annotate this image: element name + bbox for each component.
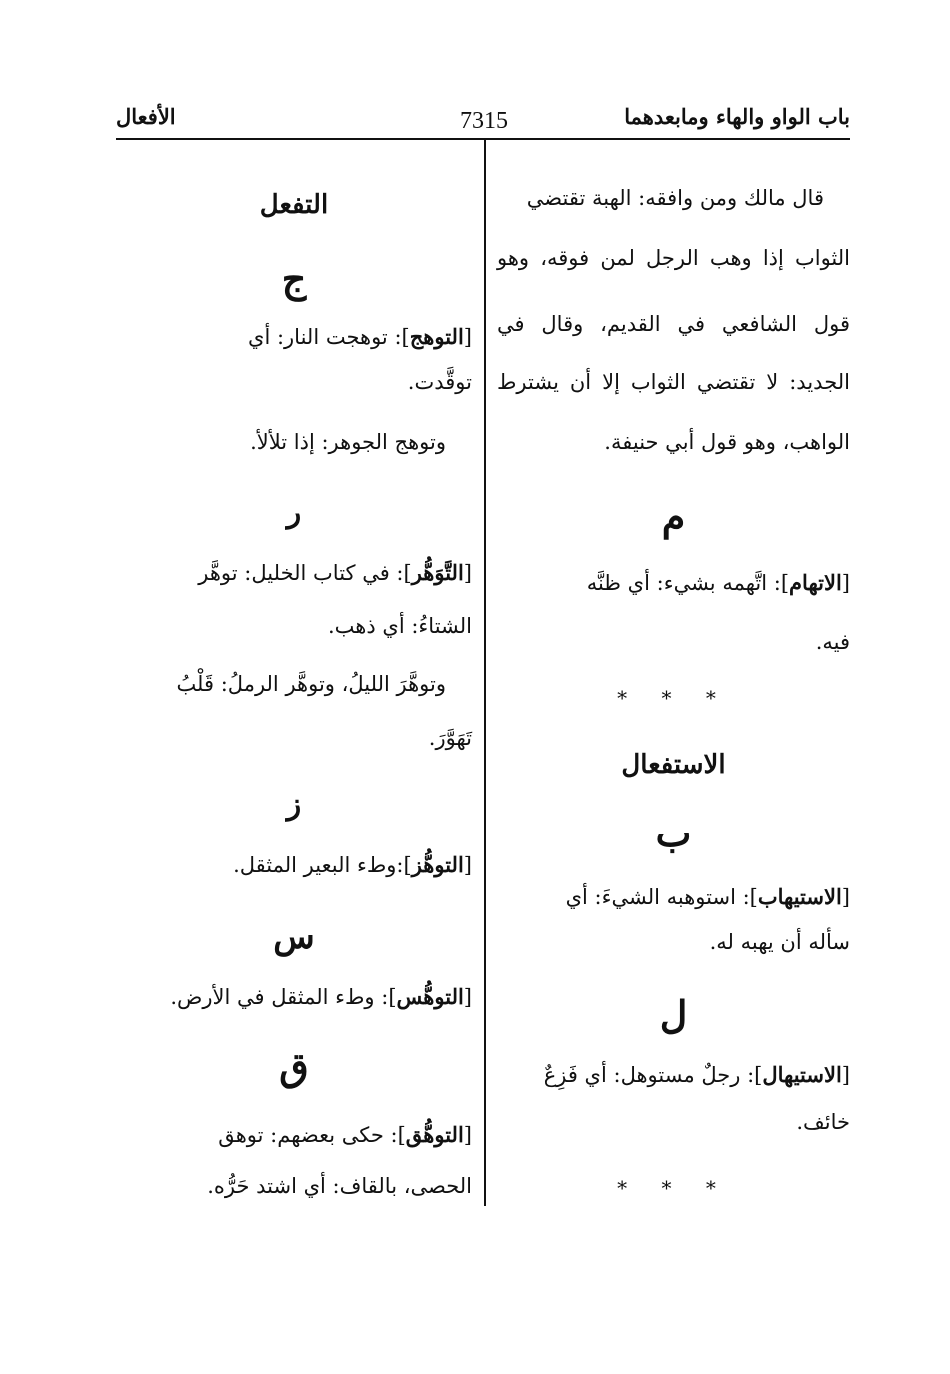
entry-line: [الاستيهاب]: استوهبه الشيءَ: أي xyxy=(565,884,850,909)
entry-headword: التوهُّز xyxy=(411,852,464,877)
text-line: تَهَوَّرَ. xyxy=(428,726,472,750)
running-header-chapter: باب الواو والهاء ومابعدهما xyxy=(624,104,850,129)
text-line: فيه. xyxy=(815,630,850,654)
page-number: 7315 xyxy=(460,108,508,134)
entry-line: [التَّوَهُّر]: في كتاب الخليل: توهَّر xyxy=(198,560,472,585)
letter-heading-j: ج xyxy=(281,256,307,301)
entry-line: [التوهُّس]: وطء المثقل في الأرض. xyxy=(170,984,472,1009)
text-line: خائف. xyxy=(796,1110,850,1134)
entry-text: : اتَّهمه بشيء: أي ظنَّه xyxy=(586,571,781,595)
entry-headword: الاتهام xyxy=(789,570,842,595)
column-divider xyxy=(484,140,486,1206)
text-line: سأله أن يهبه له. xyxy=(709,930,850,954)
entry-text: : وطء المثقل في الأرض. xyxy=(170,985,389,1009)
entry-headword: التَّوَهُّر xyxy=(411,560,464,585)
letter-heading-m: م xyxy=(661,494,686,539)
letter-heading-l: ل xyxy=(659,992,688,1037)
entry-text: : رجلٌ مستوهل: أي فَزِعٌ xyxy=(543,1063,755,1087)
section-heading: الاستفعال xyxy=(621,750,726,780)
text-line: توقَّدت. xyxy=(407,370,472,394)
entry-line: [الاستيهال]: رجلٌ مستوهل: أي فَزِعٌ xyxy=(543,1062,850,1087)
text-line: وتوهج الجوهر: إذا تلألأ. xyxy=(250,430,446,454)
entry-line: [التوهُّز]:وطء البعير المثقل. xyxy=(233,852,472,877)
entry-headword: الاستيهال xyxy=(762,1062,842,1087)
entry-line: [الاتهام]: اتَّهمه بشيء: أي ظنَّه xyxy=(586,570,850,595)
section-heading: التفعل xyxy=(259,190,329,220)
letter-heading-z: ز xyxy=(286,787,302,822)
text-line: وتوهَّرَ الليلُ، وتوهَّر الرملُ: قَلْبُ xyxy=(176,672,446,696)
text-line: قول الشافعي في القديم، وقال في xyxy=(497,312,850,336)
entry-headword: التوهُّق xyxy=(405,1122,464,1147)
entry-headword: التوهُّس xyxy=(396,984,464,1009)
letter-heading-b: ب xyxy=(655,810,692,855)
text-line: الحصى، بالقاف: أي اشتد حَرُّه. xyxy=(207,1174,472,1198)
entry-line: [التوهُّق]: حكى بعضهم: توهق xyxy=(218,1122,472,1147)
entry-text: : حكى بعضهم: توهق xyxy=(218,1123,398,1147)
letter-heading-s: س xyxy=(273,917,315,957)
running-header-section: الأفعال xyxy=(116,104,176,129)
entry-headword: الاستيهاب xyxy=(757,884,842,909)
section-separator: * * * xyxy=(617,1176,730,1200)
text-line: الجديد: لا تقتضي الثواب إلا أن يشترط xyxy=(497,370,850,394)
letter-heading-q: ق xyxy=(279,1044,309,1089)
entry-text: : استوهبه الشيءَ: أي xyxy=(565,885,750,909)
entry-text: : في كتاب الخليل: توهَّر xyxy=(198,561,404,585)
entry-headword: التوهج xyxy=(409,324,464,349)
header-rule xyxy=(116,138,850,140)
entry-text: : توهجت النار: أي xyxy=(248,325,402,349)
text-line: الشتاءُ: أي ذهب. xyxy=(328,614,472,638)
section-separator: * * * xyxy=(617,686,730,710)
text-line: الثواب إذا وهب الرجل لمن فوقه، وهو xyxy=(497,246,850,270)
entry-text: :وطء البعير المثقل. xyxy=(233,853,404,877)
text-line: الواهب، وهو قول أبي حنيفة. xyxy=(604,430,850,454)
entry-line: [التوهج]: توهجت النار: أي xyxy=(248,324,472,349)
letter-heading-r: ر xyxy=(286,495,302,530)
text-line: قال مالك ومن وافقه: الهبة تقتضي xyxy=(526,186,824,210)
